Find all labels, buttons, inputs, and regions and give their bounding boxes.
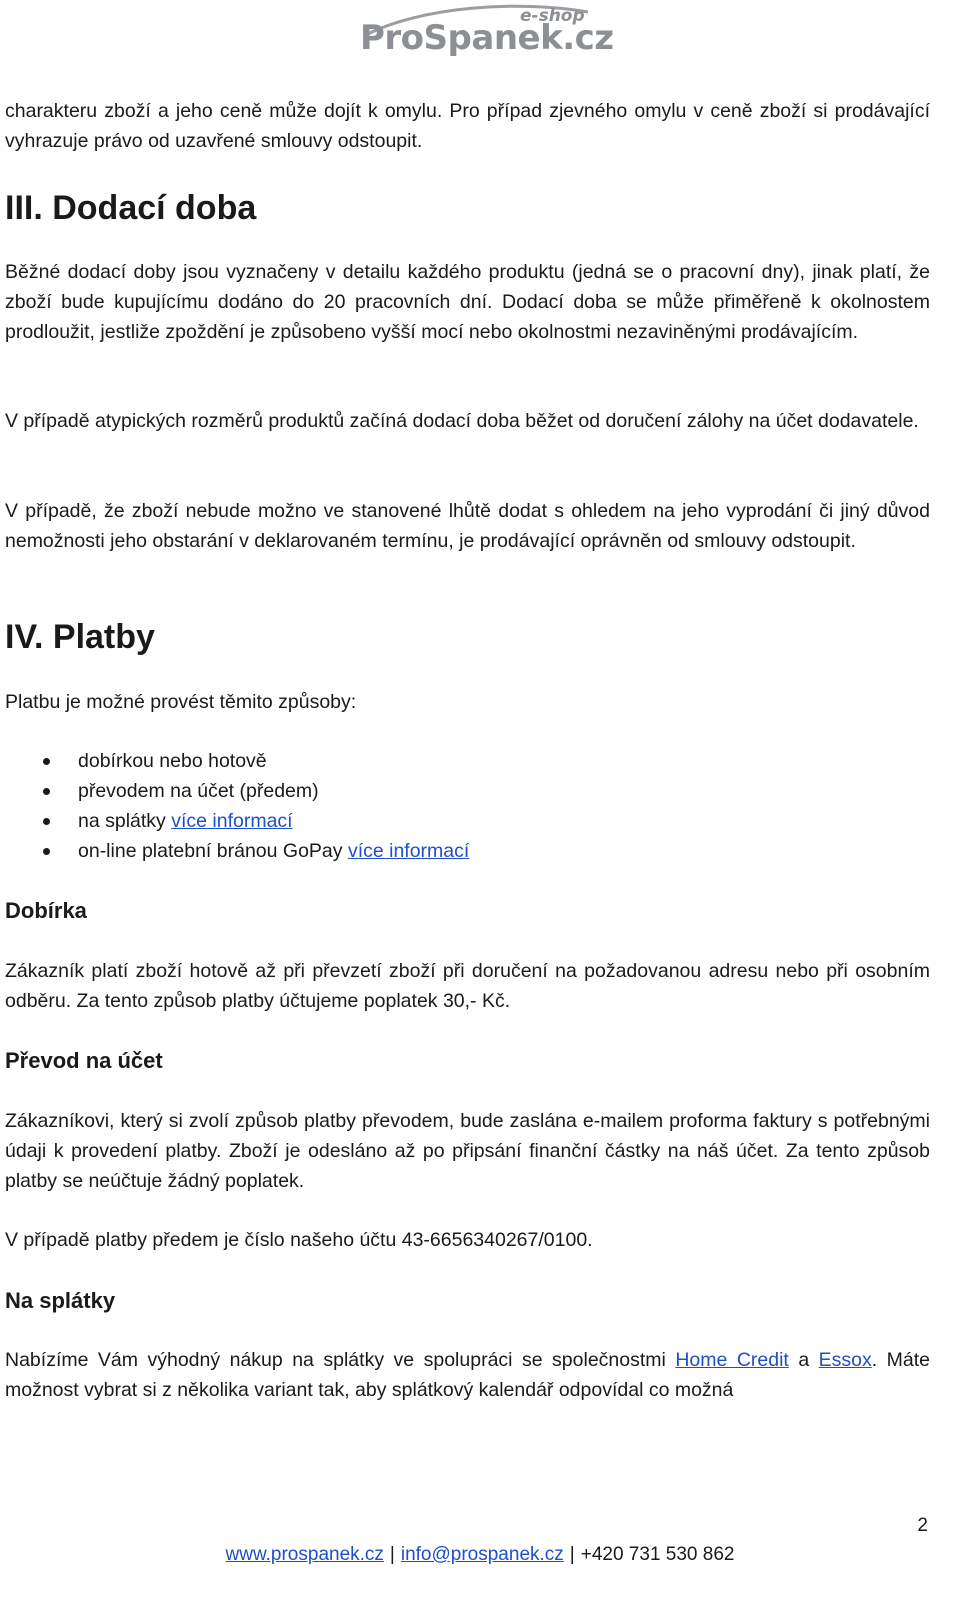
- bullet-icon: [43, 818, 50, 825]
- splatky-text-mid: a: [788, 1349, 819, 1371]
- gopay-more-info-link[interactable]: více informací: [347, 840, 470, 862]
- list-item: [5, 806, 469, 836]
- section-heading-platby: IV. Platby: [5, 618, 155, 656]
- dodaci-doba-paragraph-3: V případě, že zboží nebude možno ve stanovené lhůtě dodat s ohledem na jeho vyprodání či jiný důvod nemožnosti jeho obstarání v deklarovaném termínu, je prodávající oprávněn od smlouvy odstoupit.: [5, 500, 930, 552]
- splatky-paragraph: [5, 1345, 930, 1405]
- prevod-paragraph: Zákazníkovi, který si zvolí způsob platby převodem, bude zaslána e-mailem proforma faktury s potřebnými údaji k provedení platby. Zboží je odesláno až po připsání finanční částky na náš účet. Za tento způsob platby se neúčtuje žádný poplatek.: [5, 1110, 930, 1192]
- platby-intro: Platbu je možné provést těmito způsoby:: [5, 691, 357, 713]
- intro-paragraph: charakteru zboží a jeho ceně může dojít k omylu. Pro případ zjevného omylu v ceně zboží si prodávající vyhrazuje právo od uzavřené smlouvy odstoupit.: [5, 100, 930, 152]
- page-footer: [0, 1540, 960, 1570]
- list-item-text: on-line platební bránou GoPay: [78, 840, 348, 862]
- logo-brand-tld: .cz: [562, 18, 614, 58]
- bullet-icon: [43, 758, 50, 765]
- logo-tagline: e-shop: [520, 6, 585, 26]
- list-item: [5, 746, 469, 776]
- splatky-more-info-link[interactable]: více informací: [171, 810, 293, 832]
- dodaci-doba-paragraph-1: Běžné dodací doby jsou vyznačeny v detailu každého produktu (jedná se o pracovní dny), jinak platí, že zboží bude kupujícímu dodáno do 20 pracovních dní. Dodací doba se může přiměřeně k okolnostem prodloužit, jestliže zpoždění je způsobeno vyšší mocí nebo okolnostmi nezaviněnými prodávajícím.: [5, 261, 930, 343]
- splatky-text-after: . Máte možnost vybrat si z několika variant tak, aby splátkový kalendář odpovídal co možná: [5, 1349, 931, 1401]
- list-item-text: dobírkou nebo hotově: [78, 750, 267, 772]
- bullet-icon: [43, 788, 50, 795]
- logo-wordmark: [360, 18, 614, 58]
- website-link[interactable]: www.prospanek.cz: [225, 1544, 384, 1565]
- list-item: [5, 776, 469, 806]
- dobirka-paragraph: Zákazník platí zboží hotově až při převzetí zboží při doručení na požadovanou adresu nebo při osobním odběru. Za tento způsob platby účtujeme poplatek 30,- Kč.: [5, 960, 930, 1012]
- bullet-icon: [43, 848, 50, 855]
- logo-brand-main: ProSpanek: [360, 18, 563, 58]
- home-credit-link[interactable]: Home Credit: [675, 1349, 789, 1371]
- payment-methods-list: [5, 746, 469, 866]
- footer-separator: |: [389, 1544, 395, 1565]
- list-item: [5, 836, 469, 866]
- splatky-text-before: Nabízíme Vám výhodný nákup na splátky ve spolupráci se společnostmi: [5, 1349, 676, 1371]
- list-item-text: převodem na účet (předem): [78, 780, 319, 802]
- footer-phone: +420 731 530 862: [580, 1544, 735, 1565]
- dodaci-doba-paragraph-2: V případě atypických rozměrů produktů začíná dodací doba běžet od doručení zálohy na účet dodavatele.: [5, 410, 919, 432]
- subheading-splatky: Na splátky: [5, 1288, 116, 1313]
- footer-separator: |: [569, 1544, 575, 1565]
- subheading-prevod: Převod na účet: [5, 1048, 163, 1073]
- section-heading-dodaci-doba: III. Dodací doba: [5, 189, 257, 227]
- essox-link[interactable]: Essox: [818, 1349, 872, 1371]
- page-number: 2: [917, 1515, 928, 1536]
- email-link[interactable]: info@prospanek.cz: [400, 1544, 564, 1565]
- prospanek-logo: [360, 4, 614, 60]
- account-number-paragraph: V případě platby předem je číslo našeho účtu 43-6656340267/0100.: [5, 1229, 593, 1251]
- list-item-text: na splátky: [78, 810, 172, 832]
- subheading-dobirka: Dobírka: [5, 898, 87, 923]
